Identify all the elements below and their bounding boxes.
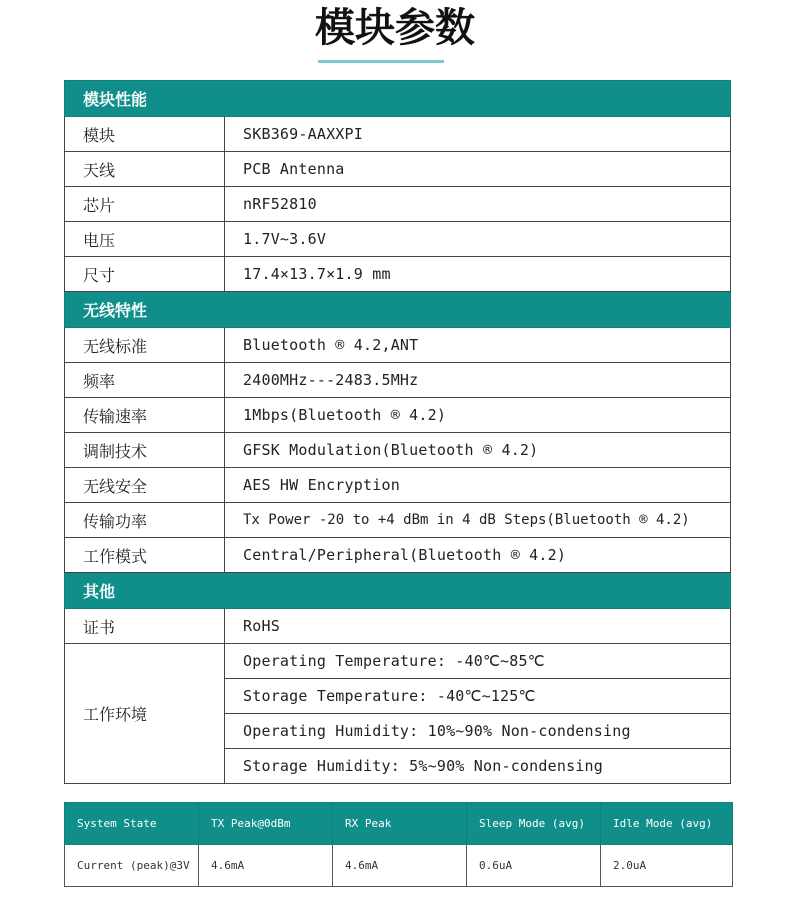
- table-cell: 0.6uA: [467, 845, 601, 887]
- spec-key: 频率: [65, 363, 225, 398]
- table-cell: 4.6mA: [333, 845, 467, 887]
- spec-value: SKB369-AAXXPI: [225, 117, 731, 152]
- table-cell: Current (peak)@3V: [65, 845, 199, 887]
- column-header: Sleep Mode (avg): [467, 803, 601, 845]
- power-consumption-table: [64, 802, 733, 887]
- spec-value: 1.7V~3.6V: [225, 222, 731, 257]
- table-row: [65, 328, 731, 363]
- spec-key: 电压: [65, 222, 225, 257]
- section-header-row: [65, 81, 731, 117]
- table-cell: 2.0uA: [601, 845, 733, 887]
- table-row: [65, 257, 731, 292]
- spec-key: 尺寸: [65, 257, 225, 292]
- spec-value: Central/Peripheral(Bluetooth ® 4.2): [225, 538, 731, 573]
- section-header: 无线特性: [65, 292, 731, 328]
- spec-value: Tx Power -20 to +4 dBm in 4 dB Steps(Bluetooth ® 4.2): [225, 503, 731, 538]
- table-row: [65, 503, 731, 538]
- spec-value: Bluetooth ® 4.2,ANT: [225, 328, 731, 363]
- spec-value: Storage Temperature: -40℃~125℃: [225, 679, 731, 714]
- page-title: 模块参数: [315, 5, 475, 51]
- spec-value: Operating Humidity: 10%~90% Non-condensing: [225, 714, 731, 749]
- column-header: System State: [65, 803, 199, 845]
- table-row: [65, 363, 731, 398]
- table-row: [65, 468, 731, 503]
- section-header: 模块性能: [65, 81, 731, 117]
- section-header: 其他: [65, 573, 731, 609]
- spec-key: 无线安全: [65, 468, 225, 503]
- section-header-row: [65, 573, 731, 609]
- spec-value: RoHS: [225, 609, 731, 644]
- spec-key: 证书: [65, 609, 225, 644]
- table-row: [65, 117, 731, 152]
- spec-key: 芯片: [65, 187, 225, 222]
- spec-key: 工作环境: [65, 644, 225, 784]
- spec-value: Storage Humidity: 5%~90% Non-condensing: [225, 749, 731, 784]
- spec-key: 工作模式: [65, 538, 225, 573]
- spec-value: Operating Temperature: -40℃~85℃: [225, 644, 731, 679]
- spec-table: [64, 80, 731, 784]
- title-underline: [318, 60, 444, 63]
- spec-key: 调制技术: [65, 433, 225, 468]
- spec-value: 17.4×13.7×1.9 mm: [225, 257, 731, 292]
- spec-value: 1Mbps(Bluetooth ® 4.2): [225, 398, 731, 433]
- table-cell: 4.6mA: [199, 845, 333, 887]
- power-data-row: [65, 845, 733, 887]
- table-row: [65, 152, 731, 187]
- spec-key: 模块: [65, 117, 225, 152]
- table-row: [65, 609, 731, 644]
- table-row: [65, 222, 731, 257]
- spec-value: GFSK Modulation(Bluetooth ® 4.2): [225, 433, 731, 468]
- table-row: [65, 644, 731, 679]
- table-row: [65, 187, 731, 222]
- spec-value: PCB Antenna: [225, 152, 731, 187]
- spec-key: 传输功率: [65, 503, 225, 538]
- table-row: [65, 433, 731, 468]
- spec-value: 2400MHz---2483.5MHz: [225, 363, 731, 398]
- table-row: [65, 398, 731, 433]
- spec-value: AES HW Encryption: [225, 468, 731, 503]
- column-header: Idle Mode (avg): [601, 803, 733, 845]
- section-header-row: [65, 292, 731, 328]
- column-header: TX Peak@0dBm: [199, 803, 333, 845]
- power-header-row: [65, 803, 733, 845]
- column-header: RX Peak: [333, 803, 467, 845]
- table-row: [65, 538, 731, 573]
- spec-key: 传输速率: [65, 398, 225, 433]
- spec-value: nRF52810: [225, 187, 731, 222]
- spec-key: 天线: [65, 152, 225, 187]
- spec-key: 无线标准: [65, 328, 225, 363]
